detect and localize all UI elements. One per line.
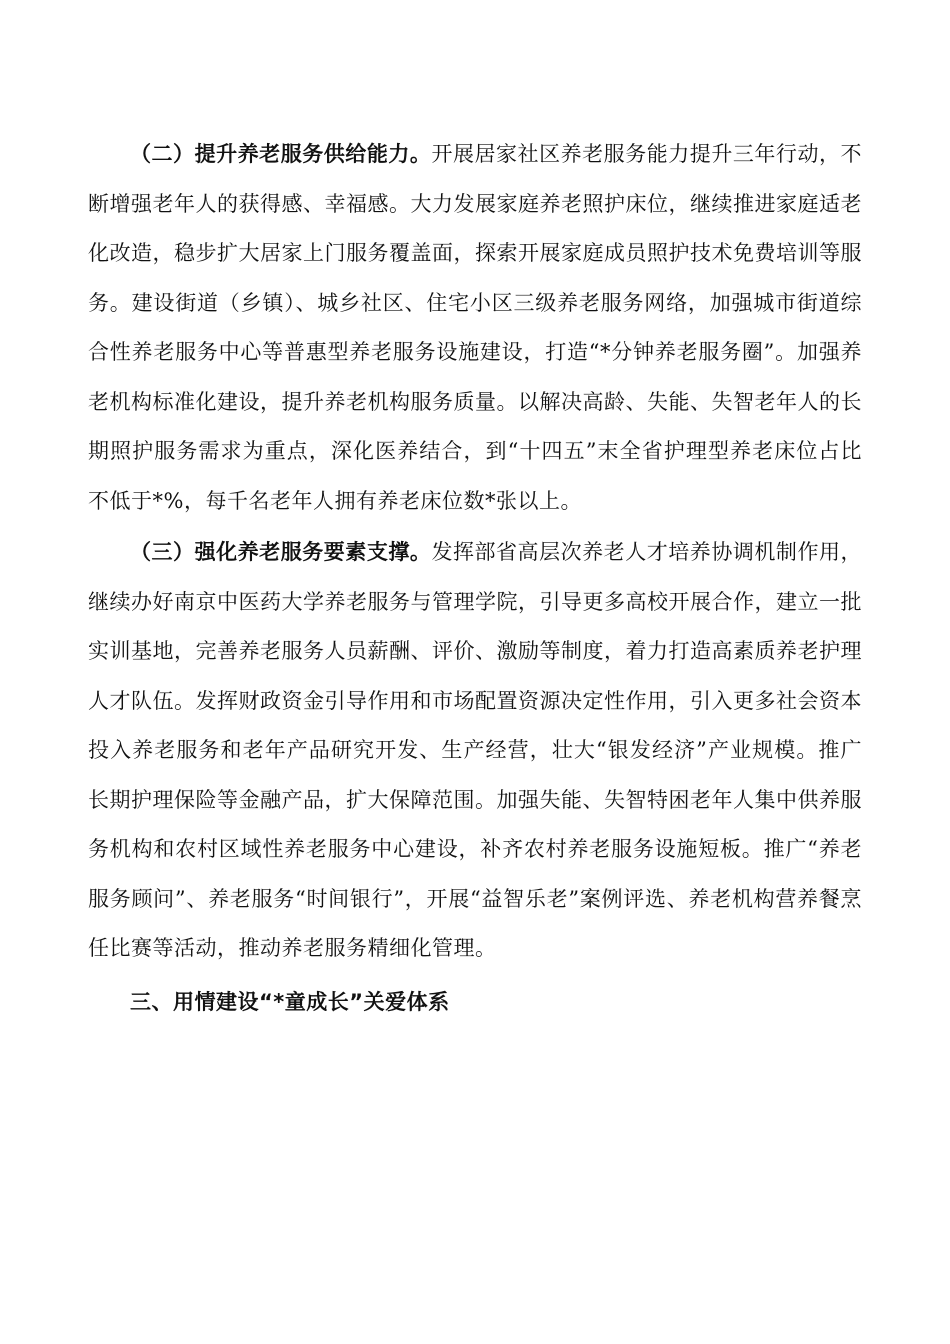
paragraph-section-3: [88, 528, 862, 974]
paragraph-text-section-2: 开展居家社区养老服务能力提升三年行动，不断增强老年人的获得感、幸福感。大力发展家庭养老照护床位，继续推进家庭适老化改造，稳步扩大居家上门服务覆盖面，探索开展家庭成员照护技术免费培训等服务。建设街道（乡镇）、城乡社区、住宅小区三级养老服务网络，加强城市街道综合性养老服务中心等普惠型养老服务设施建设，打造“*分钟养老服务圈”。加强养老机构标准化建设，提升养老机构服务质量。以解决高龄、失能、失智老年人的长期照护服务需求为重点，深化医养结合，到“十四五”末全省护理型养老床位占比不低于*%，每千名老年人拥有养老床位数*张以上。: [88, 142, 863, 513]
paragraph-section-2: [88, 130, 862, 526]
document-body: [88, 130, 862, 1027]
paragraph-text-section-3: 发挥部省高层次养老人才培养协调机制作用，继续办好南京中医药大学养老服务与管理学院，引导更多高校开展合作，建立一批实训基地，完善养老服务人员薪酬、评价、激励等制度，着力打造高素质养老护理人才队伍。发挥财政资金引导作用和市场配置资源决定性作用，引入更多社会资本投入养老服务和老年产品研究开发、生产经营，壮大“银发经济”产业规模。推广长期护理保险等金融产品，扩大保障范围。加强失能、失智特困老年人集中供养服务机构和农村区域性养老服务中心建设，补齐农村养老服务设施短板。推广“养老服务顾问”、养老服务“时间银行”，开展“益智乐老”案例评选、养老机构营养餐烹任比赛等活动，推动养老服务精细化管理。: [88, 540, 863, 960]
paragraph-lead-section-3: （三）强化养老服务要素支撑。: [130, 540, 432, 564]
paragraph-lead-section-2: （二）提升养老服务供给能力。: [130, 142, 432, 166]
section-heading-3: 三、用情建设“*童成长”关爱体系: [130, 989, 450, 1014]
